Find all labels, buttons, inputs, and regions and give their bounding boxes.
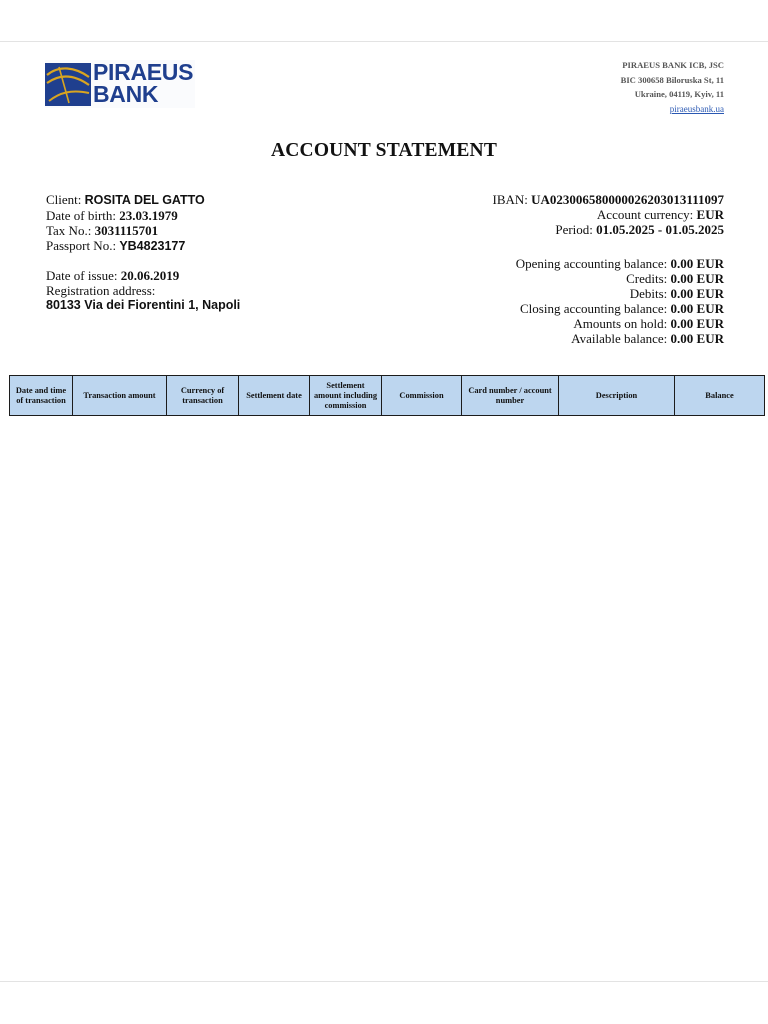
document-title: ACCOUNT STATEMENT <box>270 140 498 161</box>
bank-logo <box>45 60 195 108</box>
tax-label: Tax No.: <box>46 223 92 238</box>
bank-website-link[interactable]: piraeusbank.ua <box>669 103 724 114</box>
col-header-amount: Transaction amount <box>73 376 167 416</box>
hold-row <box>493 316 724 331</box>
col-header-commission: Commission <box>382 376 462 416</box>
table-header-row <box>10 376 765 416</box>
closing-balance-label: Closing accounting balance: <box>520 301 668 316</box>
issue-label: Date of issue: <box>46 268 118 283</box>
currency-row <box>493 207 724 222</box>
iban-label: IBAN: <box>492 192 528 207</box>
transactions-table <box>9 375 765 416</box>
opening-balance-row <box>493 256 724 271</box>
col-header-card-number: Card number / account number <box>462 376 559 416</box>
debits-label: Debits: <box>629 286 668 301</box>
available-balance-label: Available balance: <box>571 331 668 346</box>
credits-value: 0.00 EUR <box>670 271 724 286</box>
col-header-date: Date and time of transaction <box>10 376 73 416</box>
logo-line-2: BANK <box>93 81 159 107</box>
tax-row <box>46 223 240 238</box>
piraeus-logo-mark-icon <box>45 63 91 106</box>
available-balance-row <box>493 331 724 346</box>
closing-balance-row <box>493 301 724 316</box>
issue-value: 20.06.2019 <box>120 268 180 283</box>
col-header-description: Description <box>559 376 675 416</box>
passport-row <box>46 238 240 254</box>
bank-name: PIRAEUS BANK ICB, JSC <box>622 60 724 70</box>
period-value: 01.05.2025 - 01.05.2025 <box>596 222 724 237</box>
debits-row <box>493 286 724 301</box>
tax-value: 3031115701 <box>94 223 159 238</box>
issue-row <box>46 268 240 283</box>
bank-address-line-2: Ukraine, 04119, Kyiv, 11 <box>634 89 724 99</box>
debits-value: 0.00 EUR <box>670 286 724 301</box>
iban-row <box>493 192 724 207</box>
client-name: ROSITA DEL GATTO <box>84 193 205 207</box>
col-header-settlement-amount: Settlement amount including commission <box>310 376 382 416</box>
credits-label: Credits: <box>626 271 668 286</box>
bank-address-line-1: BIC 300658 Biloruska St, 11 <box>620 74 724 85</box>
client-details <box>46 192 240 313</box>
closing-balance-value: 0.00 EUR <box>670 301 724 316</box>
currency-label: Account currency: <box>596 207 694 222</box>
opening-balance-label: Opening accounting balance: <box>515 256 668 271</box>
account-details <box>493 192 724 346</box>
hold-label: Amounts on hold: <box>573 316 668 331</box>
page-bottom-rule <box>0 981 768 982</box>
period-row <box>493 222 724 237</box>
dob-row <box>46 208 240 223</box>
opening-balance-value: 0.00 EUR <box>670 256 724 271</box>
passport-value: YB4823177 <box>119 239 186 253</box>
credits-row <box>493 271 724 286</box>
logo-line-1: PIRAEUS <box>93 59 194 85</box>
period-label: Period: <box>555 222 593 237</box>
bank-info <box>621 58 724 116</box>
currency-value: EUR <box>696 207 724 222</box>
col-header-balance: Balance <box>675 376 765 416</box>
available-balance-value: 0.00 EUR <box>670 331 724 346</box>
dob-label: Date of birth: <box>46 208 117 223</box>
page-top-rule <box>0 41 768 42</box>
iban-value: UA023006580000026203013111097 <box>531 192 724 207</box>
hold-value: 0.00 EUR <box>670 316 724 331</box>
client-row <box>46 192 240 208</box>
passport-label: Passport No.: <box>46 238 117 253</box>
registration-label: Registration address: <box>46 283 156 298</box>
client-label: Client: <box>46 192 82 207</box>
dob-value: 23.03.1979 <box>119 208 178 223</box>
col-header-currency: Currency of transaction <box>167 376 239 416</box>
col-header-settlement-date: Settlement date <box>239 376 310 416</box>
registration-address: 80133 Via dei Fiorentini 1, Napoli <box>46 298 241 312</box>
